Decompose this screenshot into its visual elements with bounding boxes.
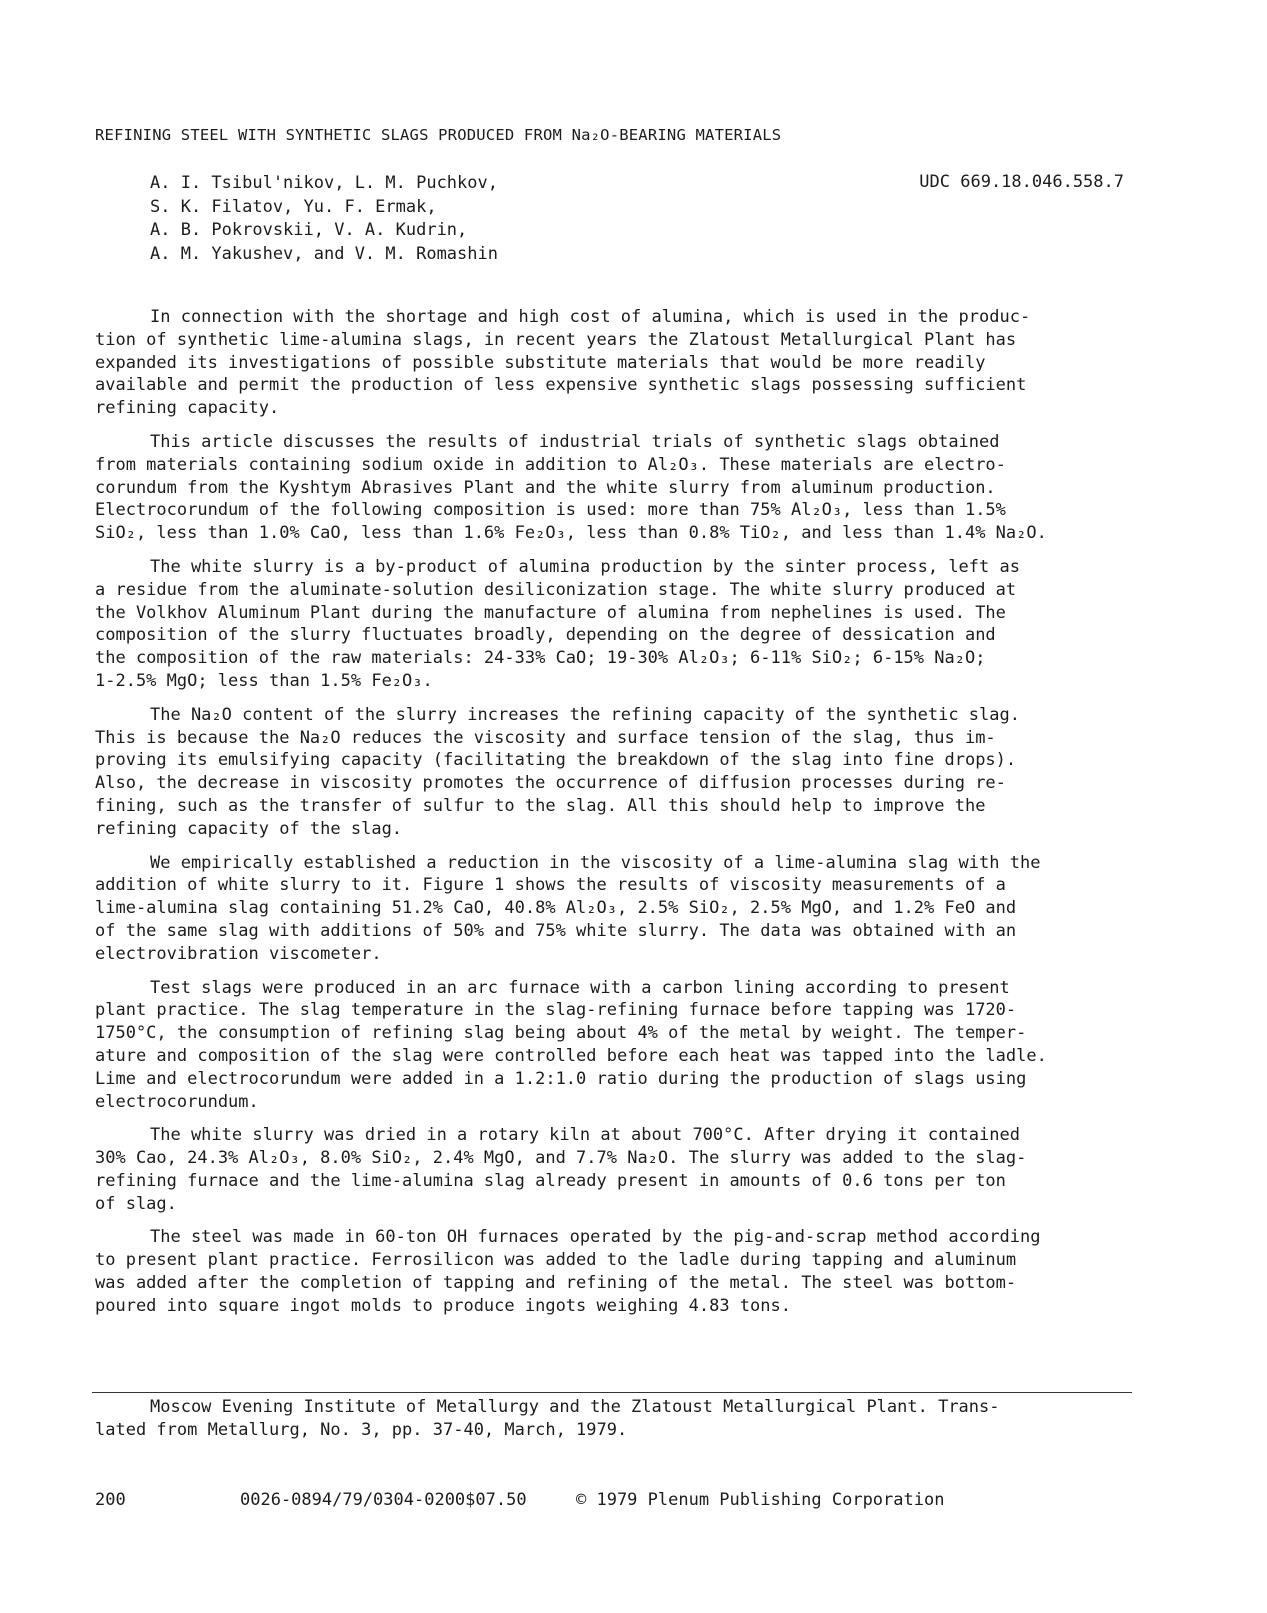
text-line: This article discusses the results of industrial trials of synthetic slags obtained — [150, 431, 1000, 452]
paragraph — [95, 431, 1145, 545]
footnote-line: Moscow Evening Institute of Metallurgy and the Zlatoust Metallurgical Plant. Trans- — [150, 1397, 1000, 1417]
paragraph — [95, 306, 1145, 420]
text-line: We empirically established a reduction in the viscosity of a lime-alumina slag with the — [150, 852, 1041, 873]
text-line: The white slurry was dried in a rotary kiln at about 700°C. After drying it contained — [150, 1125, 1020, 1146]
text-line: Also, the decrease in viscosity promotes the occurrence of diffusion processes during re- — [95, 773, 1006, 794]
text-line: electrovibration viscometer. — [95, 943, 382, 964]
paragraph — [95, 1226, 1145, 1317]
text-line: 1-2.5% MgO; less than 1.5% Fe₂O₃. — [95, 670, 433, 691]
text-line: refining capacity. — [95, 398, 280, 419]
text-line: refining capacity of the slag. — [95, 818, 403, 839]
author-line: A. B. Pokrovskii, V. A. Kudrin, — [150, 220, 468, 240]
author-line: A. M. Yakushev, and V. M. Romashin — [150, 243, 498, 264]
paragraph — [95, 556, 1145, 693]
paragraph — [95, 1124, 1145, 1215]
text-line: The white slurry is a by-product of alumina production by the sinter process, left as — [150, 556, 1020, 577]
text-line: The Na₂O content of the slurry increases the refining capacity of the synthetic slag. — [150, 704, 1020, 725]
text-line: Lime and electrocorundum were added in a 1.2:1.0 ratio during the production of slags using — [95, 1068, 1027, 1089]
text-line: was added after the completion of tapping and refining of the metal. The steel was bottom- — [95, 1273, 1017, 1294]
paragraph — [95, 852, 1145, 966]
text-line: to present plant practice. Ferrosilicon was added to the ladle during tapping and aluminum — [95, 1250, 1017, 1271]
copyright-notice: © 1979 Plenum Publishing Corporation — [576, 1490, 945, 1510]
article-body — [95, 306, 1145, 1329]
text-line: electrocorundum. — [95, 1091, 259, 1112]
text-line: corundum from the Kyshtym Abrasives Plant and the white slurry from aluminum production. — [95, 477, 996, 498]
footnote — [95, 1396, 1000, 1442]
page-number: 200 — [95, 1490, 126, 1510]
text-line: tion of synthetic lime-alumina slags, in recent years the Zlatoust Metallurgical Plant has — [95, 329, 1017, 350]
text-line: expanded its investigations of possible substitute materials that would be more readily — [95, 352, 986, 373]
text-line: In connection with the shortage and high cost of alumina, which is used in the produc- — [150, 307, 1031, 327]
text-line: 30% Cao, 24.3% Al₂O₃, 8.0% SiO₂, 2.4% MgO, and 7.7% Na₂O. The slurry was added to the slag- — [95, 1148, 1027, 1169]
text-line: the composition of the raw materials: 24-33% CaO; 19-30% Al₂O₃; 6-11% SiO₂; 6-15% Na₂O; — [95, 648, 986, 669]
text-line: proving its emulsifying capacity (facilitating the breakdown of the slag into fine drops). — [95, 750, 1017, 771]
paragraph — [95, 704, 1145, 841]
footnote-line: lated from Metallurg, No. 3, pp. 37-40, March, 1979. — [95, 1419, 628, 1440]
text-line: addition of white slurry to it. Figure 1 shows the results of viscosity measurements of a — [95, 875, 1006, 896]
text-line: lime-alumina slag containing 51.2% CaO, 40.8% Al₂O₃, 2.5% SiO₂, 2.5% MgO, and 1.2% FeO and — [95, 898, 1017, 919]
text-line: the Volkhov Aluminum Plant during the manufacture of alumina from nephelines is used. The — [95, 602, 1006, 623]
text-line: poured into square ingot molds to produce ingots weighing 4.83 tons. — [95, 1295, 791, 1316]
article-title: REFINING STEEL WITH SYNTHETIC SLAGS PRODUCED FROM Na₂O-BEARING MATERIALS — [95, 126, 782, 144]
text-line: of the same slag with additions of 50% and 75% white slurry. The data was obtained with an — [95, 920, 1017, 941]
text-line: Electrocorundum of the following composition is used: more than 75% Al₂O₃, less than 1.5% — [95, 500, 1006, 521]
text-line: Test slags were produced in an arc furnace with a carbon lining according to present — [150, 977, 1010, 998]
text-line: of slag. — [95, 1193, 177, 1214]
text-line: refining furnace and the lime-alumina slag already present in amounts of 0.6 tons per ton — [95, 1170, 1006, 1191]
text-line: a residue from the aluminate-solution desiliconization stage. The white slurry produced at — [95, 579, 1017, 600]
author-list — [150, 172, 498, 266]
udc-code: UDC 669.18.046.558.7 — [919, 172, 1124, 192]
text-line: composition of the slurry fluctuates broadly, depending on the degree of dessication and — [95, 625, 996, 646]
paragraph — [95, 977, 1145, 1114]
author-line: S. K. Filatov, Yu. F. Ermak, — [150, 196, 437, 217]
text-line: available and permit the production of less expensive synthetic slags possessing sufficient — [95, 375, 1027, 396]
text-line: ature and composition of the slag were controlled before each heat was tapped into the ladle. — [95, 1045, 1047, 1066]
author-line: A. I. Tsibul'nikov, L. M. Puchkov, — [150, 173, 498, 193]
text-line: This is because the Na₂O reduces the viscosity and surface tension of the slag, thus im- — [95, 727, 996, 748]
text-line: from materials containing sodium oxide in addition to Al₂O₃. These materials are electro- — [95, 454, 1006, 475]
text-line: plant practice. The slag temperature in the slag-refining furnace before tapping was 1720- — [95, 1000, 1017, 1021]
article-code: 0026-0894/79/0304-0200$07.50 — [240, 1490, 527, 1510]
text-line: 1750°C, the consumption of refining slag being about 4% of the metal by weight. The temper- — [95, 1023, 1027, 1044]
text-line: The steel was made in 60-ton OH furnaces operated by the pig-and-scrap method according — [150, 1227, 1041, 1248]
text-line: fining, such as the transfer of sulfur to the slag. All this should help to improve the — [95, 795, 986, 816]
footnote-divider — [92, 1392, 1132, 1393]
text-line: SiO₂, less than 1.0% CaO, less than 1.6% Fe₂O₃, less than 0.8% TiO₂, and less than 1.4% Na₂O. — [95, 523, 1047, 544]
